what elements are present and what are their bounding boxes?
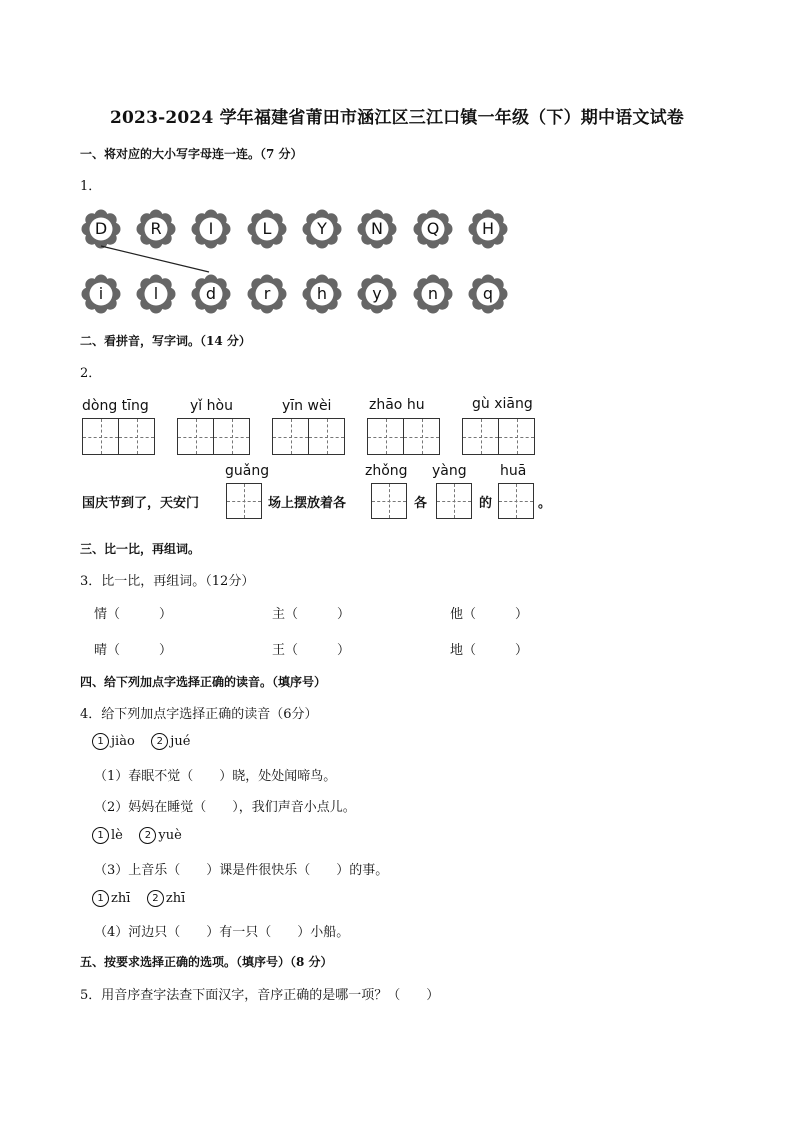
writing-box-2-1[interactable]	[177, 418, 214, 455]
option-pinyin-yue: yuè	[158, 828, 182, 843]
option-pinyin-le: lè	[111, 828, 123, 843]
pair1-word-b[interactable]: 晴（ ）	[94, 643, 173, 658]
lowercase-letter: n	[427, 284, 439, 303]
pinyin-zhao-hu: zhāo hu	[369, 397, 425, 413]
pinyin-guang: guǎng	[225, 463, 270, 479]
option-pinyin-jiao: jiào	[111, 734, 135, 749]
connection-line-D-d	[101, 246, 209, 272]
sentence-part-2: 场上摆放着各	[268, 496, 347, 511]
lowercase-letter: d	[205, 284, 217, 303]
question3-text: 3．比一比，再组词。（12分）	[80, 574, 255, 589]
lowercase-letter: y	[372, 284, 382, 303]
sentence-4-2: （2）妈妈在睡觉（ ），我们声音小点儿。	[94, 800, 356, 815]
page-title: 2023-2024 学年福建省莆田市涵江区三江口镇一年级（下）期中语文试卷	[109, 108, 684, 128]
option-number-1: 1	[92, 733, 109, 750]
uppercase-letter: N	[371, 219, 383, 238]
option-pinyin-zhi-2: zhī	[165, 891, 186, 906]
pinyin-dong-ting: dòng tīng	[82, 398, 149, 414]
question4-text: 4．给下列加点字选择正确的读音（6分）	[80, 707, 318, 722]
option-pinyin-zhi-1: zhī	[111, 891, 131, 906]
writing-box-zhong[interactable]	[371, 483, 407, 519]
option-pinyin-jue: jué	[170, 734, 191, 749]
pinyin-yang: yàng	[432, 463, 467, 479]
lowercase-letter: i	[98, 284, 104, 303]
section1-header: 一、将对应的大小写字母连一连。（7 分）	[80, 147, 303, 161]
pinyin-zhong: zhǒng	[365, 463, 408, 479]
pair1-word-a[interactable]: 情（ ）	[94, 607, 173, 622]
uppercase-letter: D	[94, 219, 108, 238]
writing-box-2-2[interactable]	[213, 418, 250, 455]
writing-box-4-1[interactable]	[367, 418, 404, 455]
section2-header: 二、看拼音，写字词。（14 分）	[80, 334, 251, 348]
writing-box-3-1[interactable]	[272, 418, 309, 455]
uppercase-letter: L	[262, 219, 272, 238]
question5-text: 5．用音序查字法查下面汉字，音序正确的是哪一项？（ ）	[80, 988, 440, 1003]
uppercase-letter: H	[481, 219, 495, 238]
writing-box-hua[interactable]	[498, 483, 534, 519]
lowercase-letter: h	[316, 284, 328, 303]
lowercase-letter: l	[153, 284, 159, 303]
lowercase-letter: q	[482, 284, 494, 303]
question2-number: 2．	[80, 366, 102, 381]
writing-box-1-1[interactable]	[82, 418, 119, 455]
sentence-4-3: （3）上音乐（ ）课是件很快乐（ ）的事。	[94, 863, 389, 878]
option-number-1: 1	[92, 827, 109, 844]
option-group-1	[92, 733, 190, 750]
section3-header: 三、比一比，再组词。	[80, 542, 201, 556]
pinyin-gu-xiang: gù xiāng	[472, 396, 533, 412]
writing-box-4-2[interactable]	[403, 418, 440, 455]
option-group-2	[92, 827, 182, 844]
sentence-part-4: 的	[479, 496, 493, 511]
writing-box-1-2[interactable]	[118, 418, 155, 455]
pair2-word-b[interactable]: 王（ ）	[272, 643, 351, 658]
sentence-part-3: 各	[414, 496, 428, 511]
writing-box-5-1[interactable]	[462, 418, 499, 455]
writing-box-5-2[interactable]	[498, 418, 535, 455]
pinyin-hua: huā	[500, 463, 527, 479]
sentence-part-1: 国庆节到了，天安门	[82, 496, 200, 511]
option-number-2: 2	[147, 890, 164, 907]
pair3-word-a[interactable]: 他（ ）	[450, 607, 529, 622]
question1-number: 1．	[80, 179, 102, 194]
sentence-part-5: 。	[538, 496, 552, 511]
pair2-word-a[interactable]: 主（ ）	[272, 607, 351, 622]
pinyin-yin-wei: yīn wèi	[282, 398, 332, 414]
lowercase-letter: r	[263, 284, 271, 303]
option-number-1: 1	[92, 890, 109, 907]
option-group-3	[92, 890, 185, 907]
uppercase-letter: I	[208, 219, 214, 238]
uppercase-letter: Y	[317, 219, 327, 238]
section5-header: 五、按要求选择正确的选项。（填序号）（8 分）	[80, 955, 333, 969]
uppercase-letter: Q	[426, 219, 440, 238]
writing-box-3-2[interactable]	[308, 418, 345, 455]
pair3-word-b[interactable]: 地（ ）	[450, 643, 529, 658]
option-number-2: 2	[151, 733, 168, 750]
sentence-4-4: （4）河边只（ ）有一只（ ）小船。	[94, 925, 350, 940]
sentence-4-1: （1）春眠不觉（ ）晓，处处闻啼鸟。	[94, 769, 337, 784]
writing-box-yang[interactable]	[436, 483, 472, 519]
uppercase-letter: R	[150, 219, 162, 238]
option-number-2: 2	[139, 827, 156, 844]
connection-line-layer	[0, 0, 794, 340]
pinyin-yi-hou: yǐ hòu	[190, 398, 233, 414]
section4-header: 四、给下列加点字选择正确的读音。（填序号）	[80, 675, 327, 689]
writing-box-guang[interactable]	[226, 483, 262, 519]
